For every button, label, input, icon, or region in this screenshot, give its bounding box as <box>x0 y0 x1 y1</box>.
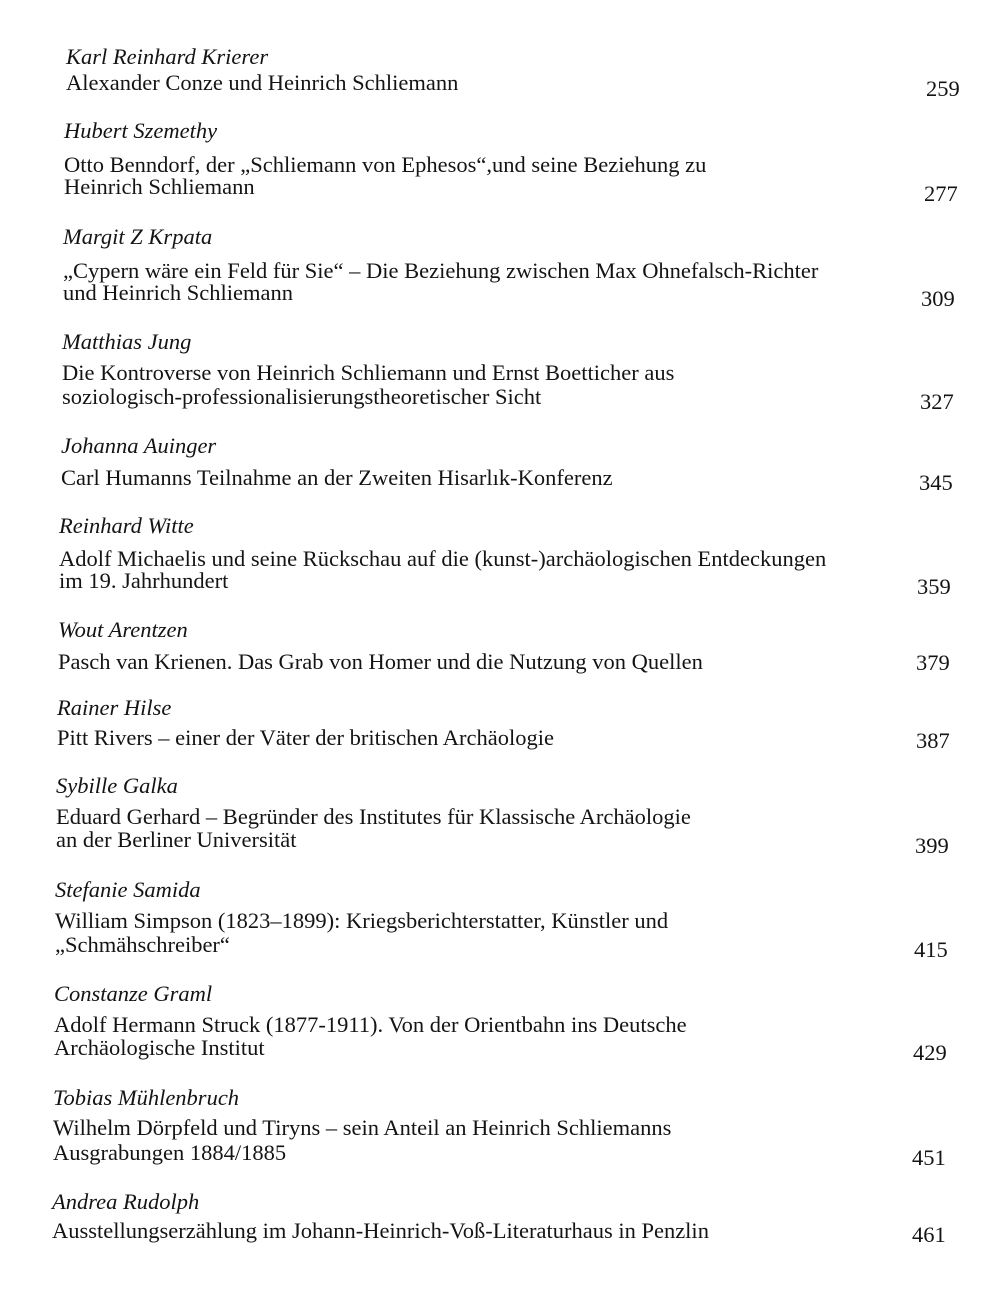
toc-entry <box>54 981 991 1081</box>
author-name: Margit Z Krpata <box>63 224 213 249</box>
author-name: Karl Reinhard Krierer <box>66 44 269 69</box>
toc-entry <box>63 224 991 324</box>
page-number: 327 <box>920 389 954 414</box>
article-title: Pitt Rivers – einer der Väter der britischen Archäologie <box>57 725 554 750</box>
toc-entry <box>52 1189 991 1289</box>
author-name: Stefanie Samida <box>55 877 201 902</box>
author-name: Rainer Hilse <box>57 695 172 720</box>
toc-entry <box>55 877 991 977</box>
article-title: und Heinrich Schliemann <box>63 280 293 305</box>
article-title: William Simpson (1823–1899): Kriegsberichterstatter, Künstler und <box>55 908 669 933</box>
author-name: Hubert Szemethy <box>64 118 218 143</box>
page-number: 461 <box>912 1222 946 1247</box>
article-title: soziologisch-professionalisierungstheoretischer Sicht <box>62 384 542 409</box>
author-name: Matthias Jung <box>62 329 192 354</box>
article-title: Carl Humanns Teilnahme an der Zweiten Hisarlık-Konferenz <box>61 465 613 490</box>
article-title: Eduard Gerhard – Begründer des Institutes für Klassische Archäologie <box>56 804 691 829</box>
article-title: Adolf Hermann Struck (1877-1911). Von der Orientbahn ins Deutsche <box>54 1012 687 1037</box>
article-title: Adolf Michaelis und seine Rückschau auf die (kunst-)archäologischen Entdeckungen <box>59 546 827 571</box>
article-title: Pasch van Krienen. Das Grab von Homer und die Nutzung von Quellen <box>58 649 703 674</box>
page-number: 259 <box>926 76 960 101</box>
page-number: 451 <box>912 1145 946 1170</box>
page-number: 399 <box>915 833 949 858</box>
author-name: Tobias Mühlenbruch <box>53 1085 240 1110</box>
page-number: 415 <box>914 937 948 962</box>
toc-entry <box>64 118 991 218</box>
author-name: Wout Arentzen <box>58 617 188 642</box>
author-name: Andrea Rudolph <box>52 1189 200 1214</box>
article-title: Die Kontroverse von Heinrich Schliemann und Ernst Boetticher aus <box>62 360 675 385</box>
article-title: Heinrich Schliemann <box>64 174 255 199</box>
page-number: 387 <box>916 728 950 753</box>
article-title: „Cypern wäre ein Feld für Sie“ – Die Beziehung zwischen Max Ohnefalsch-Richter <box>63 258 819 283</box>
toc-entry <box>59 513 991 613</box>
article-title: Wilhelm Dörpfeld und Tiryns – sein Anteil an Heinrich Schliemanns <box>53 1115 672 1140</box>
author-name: Sybille Galka <box>56 773 178 798</box>
article-title: Alexander Conze und Heinrich Schliemann <box>66 70 459 95</box>
page-number: 277 <box>924 181 958 206</box>
article-title: „Schmähschreiber“ <box>55 932 230 957</box>
toc-entry <box>53 1085 991 1185</box>
article-title: Archäologische Institut <box>54 1035 265 1060</box>
article-title: an der Berliner Universität <box>56 827 297 852</box>
page-number: 429 <box>913 1040 947 1065</box>
page-number: 379 <box>916 650 950 675</box>
page-number: 309 <box>921 286 955 311</box>
article-title: Ausstellungserzählung im Johann-Heinrich-Voß-Literaturhaus in Penzlin <box>52 1218 709 1243</box>
article-title: Ausgrabungen 1884/1885 <box>53 1140 287 1165</box>
author-name: Johanna Auinger <box>61 433 217 458</box>
author-name: Constanze Graml <box>54 981 213 1006</box>
article-title: Otto Benndorf, der „Schliemann von Ephesos“,und seine Beziehung zu <box>64 152 707 177</box>
page-number: 359 <box>917 574 951 599</box>
author-name: Reinhard Witte <box>59 513 194 538</box>
toc-entry <box>62 329 991 429</box>
page-number: 345 <box>919 470 953 495</box>
toc-entry <box>56 773 991 873</box>
article-title: im 19. Jahrhundert <box>59 568 229 593</box>
